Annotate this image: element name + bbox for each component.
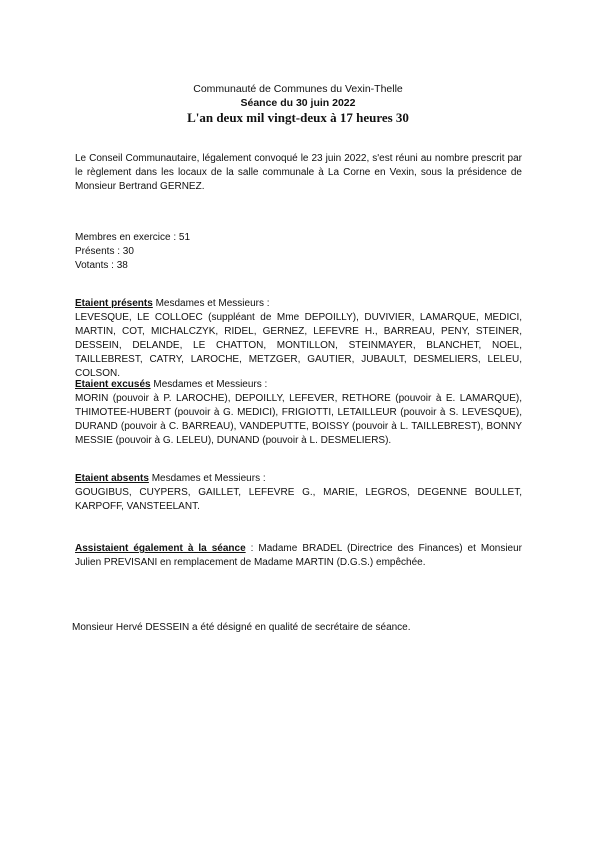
presents-names: LEVESQUE, LE COLLOEC (suppléant de Mme DEPOILLY), DUVIVIER, LAMARQUE, MEDICI, MARTIN, COT, MICHALCZYK, RIDEL, GERNEZ, LEFEVRE H., BARREAU, PENY, STEINER, DESSEIN, DELANDE, LE CHATTON, MONTILLON, STEINMAYER, BLANCHET, NOEL, TAILLEBREST, CATRY, LAROCHE, METZGER, GAUTIER, JUBAULT, DESMELIERS, LELEU, COLSON. — [75, 312, 522, 379]
present-count: Présents : 30 — [75, 246, 134, 257]
excuses-section — [75, 378, 522, 448]
session-time: L'an deux mil vingt-deux à 17 heures 30 — [187, 110, 409, 125]
excuses-title: Etaient excusés — [75, 379, 151, 390]
attendance-counts — [75, 231, 522, 273]
absents-suffix: Mesdames et Messieurs : — [148, 473, 266, 484]
session-date: Séance du 30 juin 2022 — [240, 97, 356, 109]
absents-title: Etaient absents — [75, 473, 149, 484]
assist-section — [75, 542, 522, 570]
presents-heading — [75, 297, 522, 311]
excuses-suffix: Mesdames et Messieurs : — [150, 379, 268, 390]
assist-title: Assistaient également à la séance — [75, 543, 246, 554]
organization-name: Communauté de Communes du Vexin-Thelle — [193, 83, 403, 95]
absents-names: GOUGIBUS, CUYPERS, GAILLET, LEFEVRE G., MARIE, LEGROS, DEGENNE BOULLET, KARPOFF, VANSTEELANT. — [75, 487, 522, 512]
presents-section — [75, 297, 522, 381]
absents-section — [75, 472, 522, 514]
voters-count: Votants : 38 — [75, 260, 128, 271]
intro-paragraph: Le Conseil Communautaire, légalement convoqué le 23 juin 2022, s'est réuni au nombre prescrit par le règlement dans les locaux de la salle communale à La Corne en Vexin, sous la présidence de Monsieur Bertrand GERNEZ. — [75, 153, 522, 192]
presents-title: Etaient présents — [75, 298, 153, 309]
members-count: Membres en exercice : 51 — [75, 232, 191, 243]
presents-suffix: Mesdames et Messieurs : — [152, 298, 270, 309]
assist-text: : Madame BRADEL (Directrice des Finances) et Monsieur Julien PREVISANI en remplacement de Madame MARTIN (D.G.S.) empêchée. — [75, 543, 523, 568]
excuses-names: MORIN (pouvoir à P. LAROCHE), DEPOILLY, LEFEVER, RETHORE (pouvoir à E. LAMARQUE), THIMOTEE-HUBERT (pouvoir à G. MEDICI), FRIGIOTTI, LETAILLEUR (pouvoir à S. LEVESQUE), DURAND (pouvoir à C. BARREAU), VANDEPUTTE, BOISSY (pouvoir à L. TAILLEBREST), BONNY MESSIE (pouvoir à G. LELEU), DUNAND (pouvoir à L. DESMELIERS). — [75, 393, 522, 446]
absents-heading — [75, 472, 522, 486]
secretary-statement: Monsieur Hervé DESSEIN a été désigné en qualité de secrétaire de séance. — [72, 622, 411, 633]
excuses-heading — [75, 378, 522, 392]
